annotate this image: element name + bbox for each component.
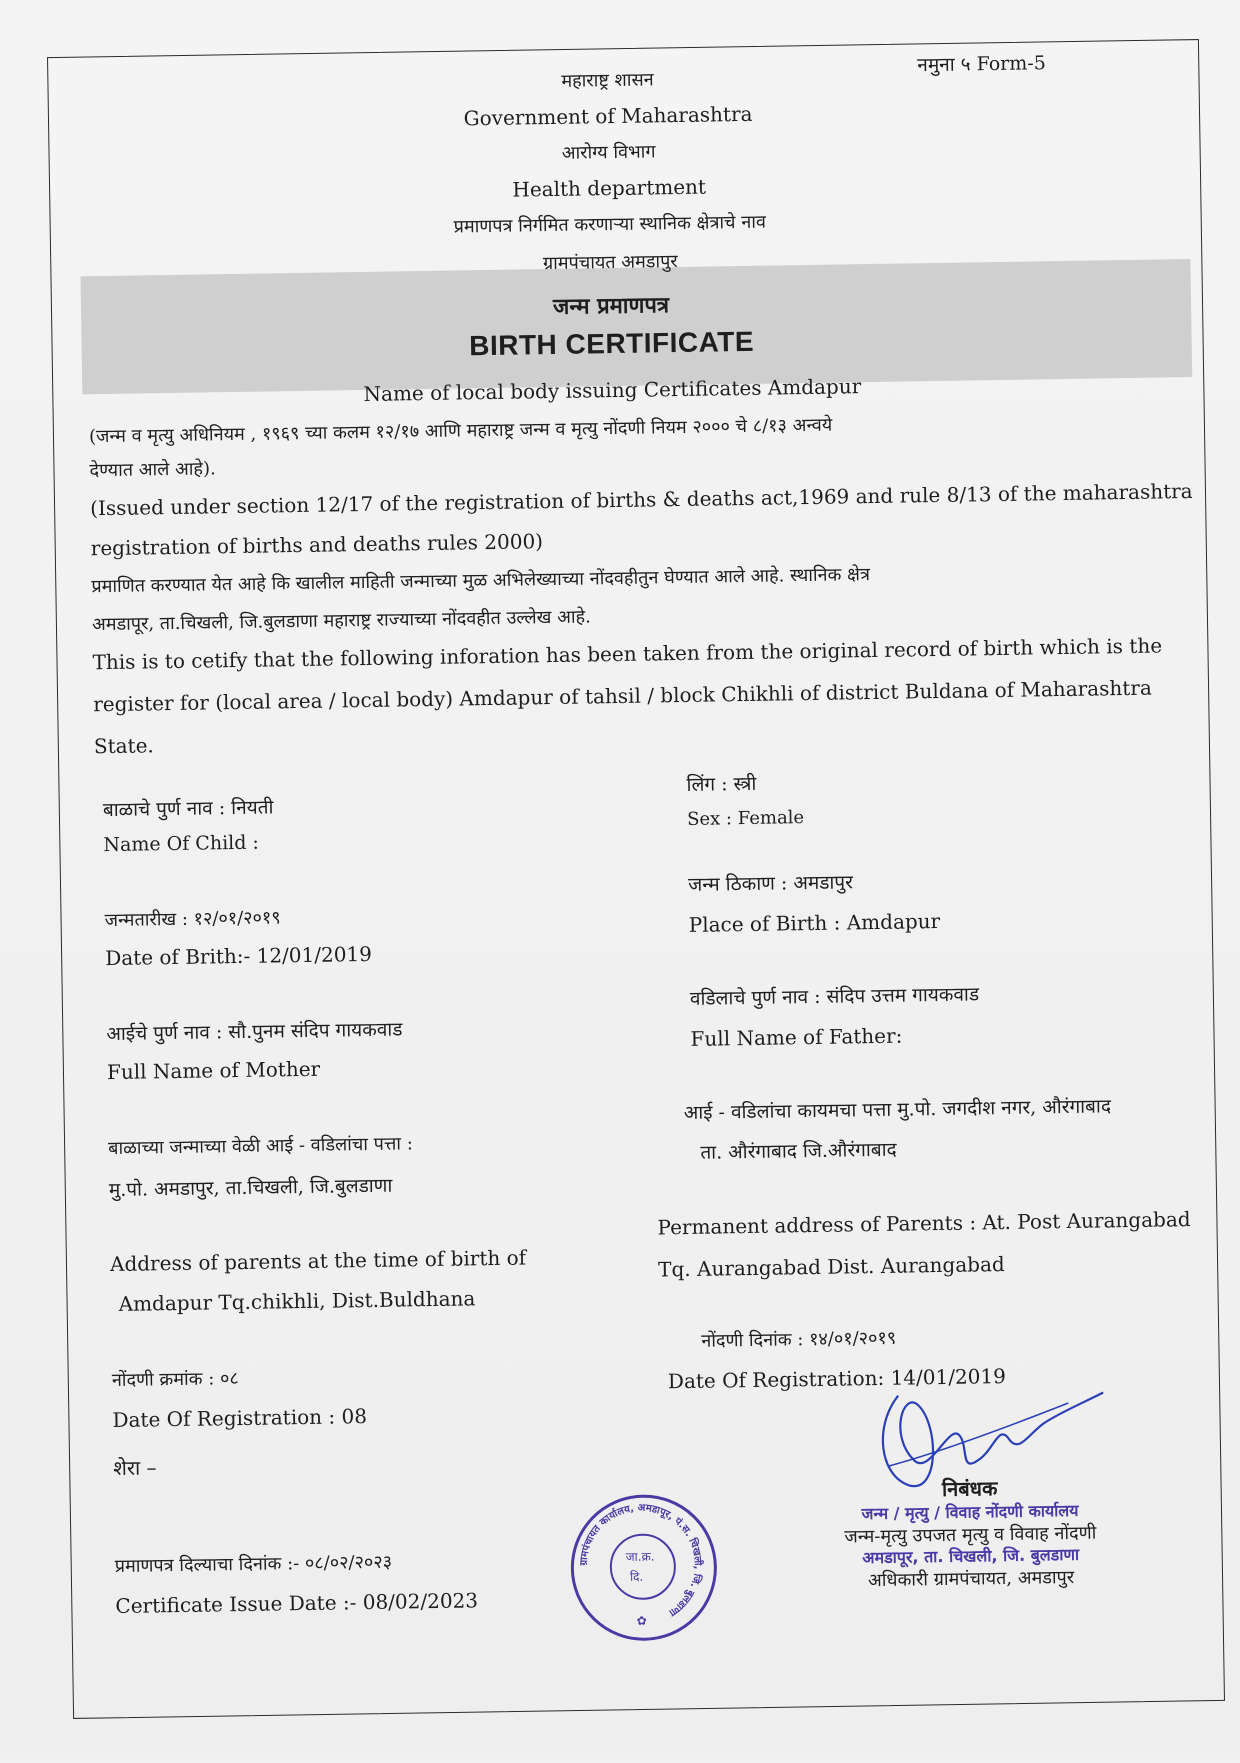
place-of-birth-marathi: जन्म ठिकाण : अमडापुर: [687, 871, 854, 896]
stamp-ring-label: ग्रामपंचायत कार्यालय, अमडापूर, पं.स. चिखली, जि. बुलडाणा: [578, 1502, 703, 1618]
mother-name-marathi: आईचे पुर्ण नाव : सौ.पुनम संदिप गायकवाड: [106, 1018, 403, 1046]
registration-number-english: Date Of Registration : 08: [112, 1404, 368, 1433]
certify-english-line-1: This is to cetify that the following inforation has been taken from the original record of birth which is the: [92, 633, 1163, 675]
certify-marathi-line-2: अमडापूर, ता.चिखली, जि.बुलडाणा महाराष्ट्र राज्याच्या नोंदवहीत उल्लेख आहे.: [91, 606, 591, 636]
registration-number-marathi: नोंदणी क्रमांक : ०८: [111, 1368, 239, 1392]
certify-marathi-line-1: प्रमाणित करण्यात येत आहे कि खालील माहिती जन्माच्या मुळ अभिलेख्याच्या नोंदवहीतुन घेण्यात आले आहे. स्थानिक क्षेत्र: [91, 564, 871, 598]
mother-name-english: Full Name of Mother: [106, 1056, 321, 1085]
certify-english-line-2: register for (local area / local body) Amdapur of tahsil / block Chikhli of district Buldana of Maharashtra: [93, 675, 1152, 717]
signatory-line-2: जन्म-मृत्यु उपजत मृत्यु व विवाह नोंदणी: [844, 1522, 1097, 1548]
signatory-line-3: अधिकारी ग्रामपंचायत, अमडापुर: [867, 1566, 1075, 1592]
sex-english: Sex : Female: [686, 807, 805, 830]
form-number: नमुना ५ Form-5: [917, 52, 1046, 77]
department-english: Health department: [512, 174, 707, 202]
certify-english-line-3: State.: [93, 733, 154, 759]
permanent-address-marathi-line-2: ता. औरंगाबाद जि.औरंगाबाद: [700, 1138, 897, 1164]
government-marathi: महाराष्ट्र शासन: [561, 69, 654, 92]
permanent-address-marathi-line-1: आई - वडिलांचा कायमचा पत्ता मु.पो. जगदीश नगर, औरंगाबाद: [683, 1095, 1112, 1125]
legal-marathi-line-1: (जन्म व मृत्यु अधिनियम , १९६९ च्या कलम १२/१७ आणि महाराष्ट्र जन्म व मृत्यु नोंदणी नियम २००० चे ८/१३ अन्वये: [88, 414, 833, 448]
father-name-marathi: वडिलाचे पुर्ण नाव : संदिप उत्तम गायकवाड: [689, 983, 980, 1010]
signatory-title: निबंधक: [941, 1476, 998, 1502]
legal-english-line-2: registration of births and deaths rules 2000): [90, 529, 544, 561]
title-english: BIRTH CERTIFICATE: [468, 325, 755, 362]
government-english: Government of Maharashtra: [463, 101, 753, 131]
child-name-marathi: बाळाचे पुर्ण नाव : नियती: [102, 796, 274, 822]
place-of-birth-english: Place of Birth : Amdapur: [688, 908, 941, 937]
issuer-marathi: ग्रामपंचायत अमडापुर: [542, 251, 678, 275]
issuer-label-marathi: प्रमाणपत्र निर्गमित करणाऱ्या स्थानिक क्षेत्राचे नाव: [453, 211, 767, 238]
permanent-address-english-line-2: Tq. Aurangabad Dist. Aurangabad: [657, 1252, 1005, 1282]
permanent-address-english-line-1: Permanent address of Parents : At. Post Aurangabad: [657, 1207, 1191, 1240]
department-marathi: आरोग्य विभाग: [561, 141, 656, 164]
dob-marathi: जन्मतारीख : १२/०१/२०१९: [104, 907, 281, 932]
issuer-english: Name of local body issuing Certificates Amdapur: [363, 374, 862, 406]
issue-date-english: Certificate Issue Date :- 08/02/2023: [115, 1588, 479, 1619]
stamp-date: दि.: [629, 1569, 644, 1584]
legal-english-line-1: (Issued under section 12/17 of the registration of births & deaths act,1969 and rule 8/13 of the maharashtra: [89, 478, 1193, 521]
office-stamp-line-2: अमडापूर, ता. चिखली, जि. बुलडाणा: [862, 1544, 1080, 1568]
stamp-outward-number: जा.क्र.: [625, 1549, 655, 1564]
issue-date-marathi: प्रमाणपत्र दिल्याचा दिनांक :- ०८/०२/२०२३: [114, 1551, 393, 1578]
birth-address-marathi-line-1: बाळाच्या जन्माच्या वेळी आई - वडिलांचा पत्ता :: [108, 1133, 413, 1160]
birth-address-english-line-1: Address of parents at the time of birth of: [109, 1245, 527, 1277]
round-office-stamp: [570, 1494, 718, 1642]
birth-address-english-line-2: Amdapur Tq.chikhli, Dist.Buldhana: [118, 1286, 476, 1316]
office-stamp-line-1: जन्म / मृत्यु / विवाह नोंदणी कार्यालय: [861, 1500, 1079, 1524]
stamp-flower-icon: ✿: [636, 1613, 647, 1628]
legal-marathi-line-2: देण्यात आले आहे).: [89, 458, 216, 482]
dob-english: Date of Brith:- 12/01/2019: [105, 941, 373, 971]
remark: शेरा –: [113, 1455, 157, 1481]
birth-address-marathi-line-2: मु.पो. अमडापुर, ता.चिखली, जि.बुलडाणा: [108, 1174, 393, 1202]
father-name-english: Full Name of Father:: [690, 1023, 903, 1051]
title-marathi: जन्म प्रमाणपत्र: [552, 293, 670, 320]
registration-date-marathi: नोंदणी दिनांक : १४/०१/२०१९: [701, 1327, 897, 1352]
child-name-english: Name Of Child :: [103, 831, 260, 857]
sex-marathi: लिंग : स्त्री: [686, 772, 757, 796]
registration-date-english: Date Of Registration: 14/01/2019: [667, 1364, 1007, 1394]
